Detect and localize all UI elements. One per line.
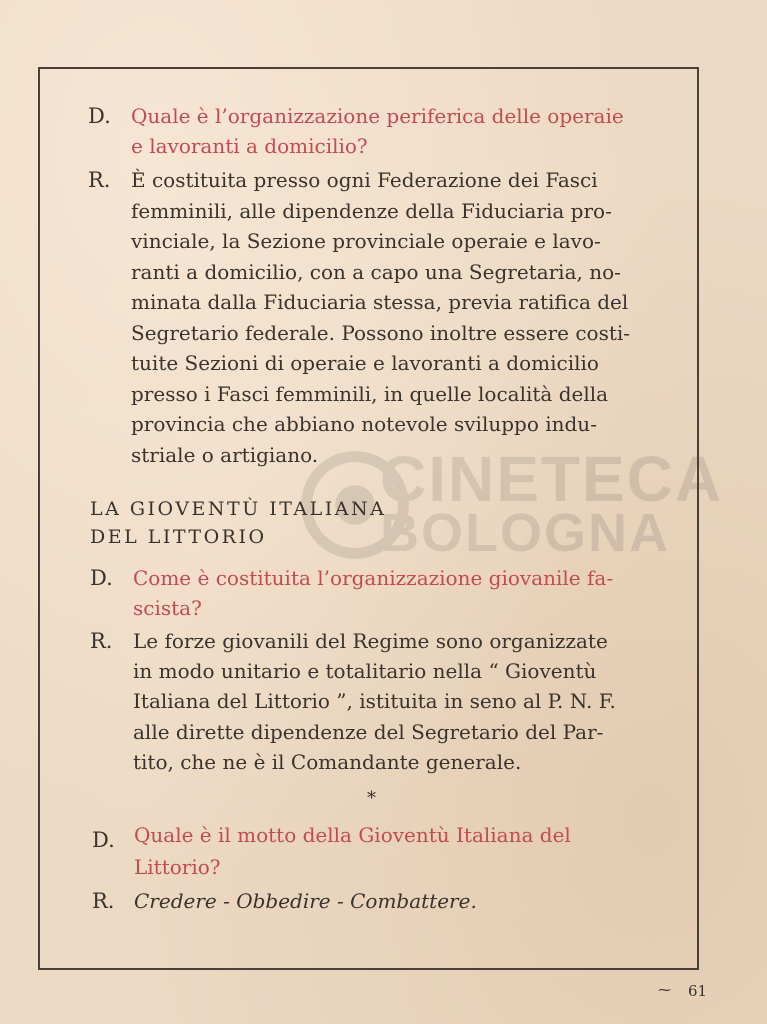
answer-line: Italiana del Littorio ”, istituita in seno al P. N. F. — [133, 689, 616, 713]
question-line: scista? — [133, 596, 202, 620]
answer-line: tuite Sezioni di operaie e lavoranti a domicilio — [131, 351, 599, 375]
page-mark: ⁓ — [658, 983, 671, 998]
question-line: Littorio? — [134, 855, 221, 879]
question-line: Quale è il motto della Gioventù Italiana del — [134, 823, 571, 847]
answer-marker: R. — [92, 889, 115, 913]
answer-line: È costituita presso ogni Federazione dei Fasci — [131, 168, 598, 192]
question-marker: D. — [88, 104, 111, 128]
answer-line: ranti a domicilio, con a capo una Segretaria, no- — [131, 260, 621, 284]
section-heading-line-2: DEL LITTORIO — [90, 526, 267, 548]
answer-line: minata dalla Fiduciaria stessa, previa ratifica del — [131, 290, 629, 314]
answer-line: provincia che abbiano notevole sviluppo indu- — [131, 412, 597, 436]
answer-line: vinciale, la Sezione provinciale operaie e lavo- — [131, 229, 601, 253]
page-number: 61 — [688, 982, 708, 1000]
answer-marker: R. — [90, 629, 113, 653]
watermark-line-2: BOLOGNA — [380, 503, 670, 563]
answer-line: tito, che ne è il Comandante generale. — [133, 750, 522, 774]
motto-line: Credere - Obbedire - Combattere. — [134, 889, 477, 913]
watermark-line-1: CINETECA — [380, 443, 724, 515]
answer-line: Le forze giovanili del Regime sono organizzate — [133, 629, 608, 653]
question-line: Quale è l’organizzazione periferica delle operaie — [131, 104, 624, 128]
separator-star: * — [367, 788, 376, 809]
answer-line: alle dirette dipendenze del Segretario del Par- — [133, 720, 604, 744]
section-heading-line-1: LA GIOVENTÙ ITALIANA — [90, 498, 387, 520]
question-line: e lavoranti a domicilio? — [131, 134, 368, 158]
answer-marker: R. — [88, 168, 111, 192]
answer-line: striale o artigiano. — [131, 443, 319, 467]
answer-line: in modo unitario e totalitario nella “ Gioventù — [133, 659, 597, 683]
answer-line: presso i Fasci femminili, in quelle località della — [131, 382, 609, 406]
answer-line: Segretario federale. Possono inoltre essere costi- — [131, 321, 631, 345]
question-marker: D. — [92, 828, 115, 852]
answer-line: femminili, alle dipendenze della Fiduciaria pro- — [131, 199, 612, 223]
question-line: Come è costituita l’organizzazione giovanile fa- — [133, 566, 614, 590]
question-marker: D. — [90, 566, 113, 590]
